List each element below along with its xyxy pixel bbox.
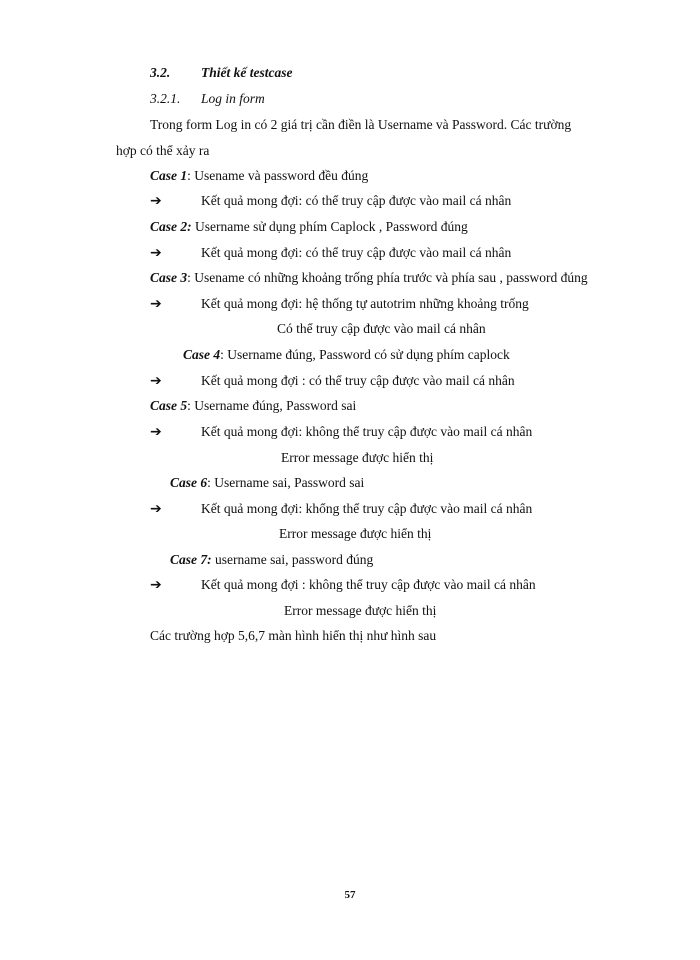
- case-2-result: Kết quả mong đợi: có thể truy cập được vào mail cá nhân: [201, 245, 512, 260]
- case-5-result: Kết quả mong đợi: không thể truy cập được vào mail cá nhân: [201, 424, 533, 439]
- case-text: Username đúng, Password có sử dụng phím caplock: [227, 347, 510, 362]
- subsection-number: 3.2.1.: [150, 91, 181, 106]
- arrow-icon: ➔: [150, 424, 162, 440]
- case-4: [183, 346, 510, 364]
- section-title: Thiết kế testcase: [201, 65, 293, 80]
- case-3-result-extra: Có thể truy cập được vào mail cá nhân: [277, 321, 486, 336]
- case-text: Usename và password đều đúng: [194, 168, 369, 183]
- arrow-icon: ➔: [150, 577, 162, 593]
- case-separator: :: [220, 347, 228, 362]
- case-text: Username sai, Password sai: [214, 475, 365, 490]
- case-text: Username sử dụng phím Caplock , Password đúng: [195, 219, 468, 234]
- closing-text: Các trường hợp 5,6,7 màn hình hiển thị như hình sau: [150, 628, 437, 643]
- case-5: [150, 397, 356, 415]
- case-separator: :: [187, 270, 195, 285]
- case-label: Case 2:: [150, 219, 192, 234]
- case-7-result-extra: Error message được hiển thị: [284, 603, 437, 618]
- case-label: Case 6: [170, 475, 208, 490]
- case-7: [170, 551, 373, 569]
- case-label: Case 4: [183, 347, 221, 362]
- case-text: Username đúng, Password sai: [194, 398, 357, 413]
- case-label: Case 1: [150, 168, 188, 183]
- case-6: [170, 474, 364, 492]
- subsection-title: Log in form: [201, 91, 265, 106]
- case-1-result: Kết quả mong đợi: có thể truy cập được vào mail cá nhân: [201, 193, 512, 208]
- case-separator: :: [207, 475, 215, 490]
- case-5-result-extra: Error message được hiển thị: [281, 450, 434, 465]
- case-6-result-extra: Error message được hiển thị: [279, 526, 432, 541]
- section-number: 3.2.: [150, 65, 171, 80]
- case-separator: :: [187, 398, 195, 413]
- case-7-result: Kết quả mong đợi : không thể truy cập được vào mail cá nhân: [201, 577, 536, 592]
- case-label: Case 5: [150, 398, 188, 413]
- case-1: [150, 167, 368, 185]
- case-label: Case 7:: [170, 552, 212, 567]
- case-label: Case 3: [150, 270, 188, 285]
- arrow-icon: ➔: [150, 245, 162, 261]
- arrow-icon: ➔: [150, 193, 162, 209]
- arrow-icon: ➔: [150, 373, 162, 389]
- arrow-icon: ➔: [150, 296, 162, 312]
- case-3-result: Kết quả mong đợi: hệ thống tự autotrim những khoảng trống: [201, 296, 529, 311]
- case-2: [150, 218, 468, 236]
- intro-line-2: hợp có thể xảy ra: [116, 143, 210, 158]
- case-separator: :: [187, 168, 195, 183]
- case-6-result: Kết quả mong đợi: khổng thể truy cập được vào mail cá nhân: [201, 501, 533, 516]
- case-text: username sai, password đúng: [215, 552, 374, 567]
- case-4-result: Kết quả mong đợi : có thể truy cập được vào mail cá nhân: [201, 373, 515, 388]
- case-3: [150, 269, 588, 287]
- intro-line-1: Trong form Log in có 2 giá trị cần điền là Username và Password. Các trường: [150, 117, 572, 132]
- page-number: 57: [344, 889, 356, 901]
- arrow-icon: ➔: [150, 501, 162, 517]
- case-text: Usename có những khoảng trống phía trước và phía sau , password đúng: [194, 270, 588, 285]
